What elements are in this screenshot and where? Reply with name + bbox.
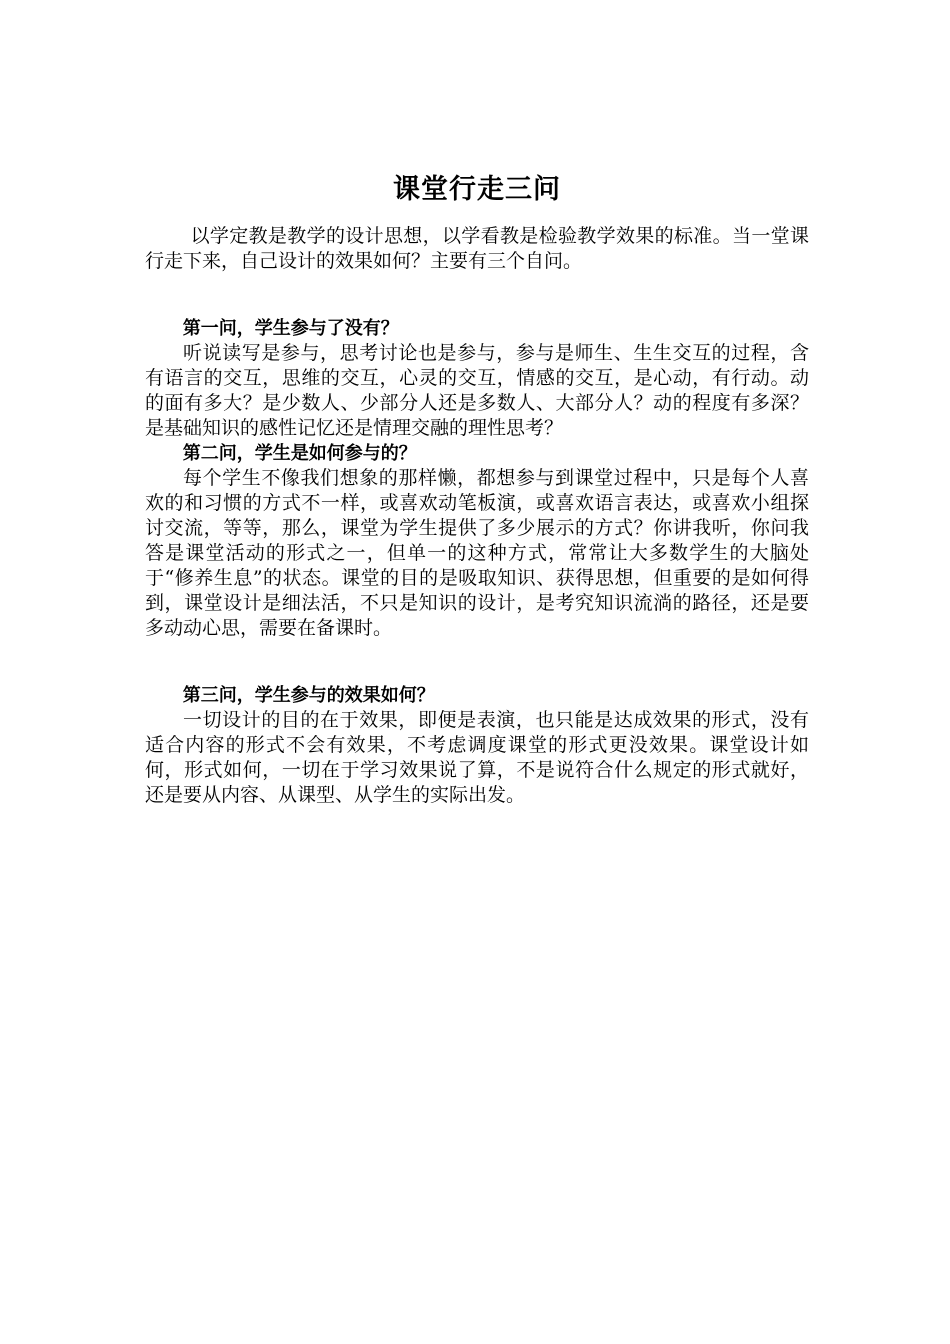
section-body-1: 听说读写是参与，思考讨论也是参与，参与是师生、生生交互的过程，含有语言的交互，思维的交互，心灵的交互，情感的交互，是心动，有行动。动的面有多大？是少数人、少部分人还是多数人、大部分人？动的程度有多深？是基础知识的感性记忆还是情理交融的理性思考？ [145, 342, 809, 439]
section-body-3: 一切设计的目的在于效果，即便是表演，也只能是达成效果的形式，没有适合内容的形式不会有效果，不考虑调度课堂的形式更没效果。课堂设计如何，形式如何，一切在于学习效果说了算，不是说符合什么规定的形式就好，还是要从内容、从课型、从学生的实际出发。 [145, 709, 809, 806]
section-heading-2: 第二问，学生是如何参与的？ [182, 443, 417, 464]
section-heading-1: 第一问，学生参与了没有？ [182, 318, 399, 339]
document-title: 课堂行走三问 [393, 174, 561, 205]
intro-paragraph: 以学定教是教学的设计思想，以学看教是检验教学效果的标准。当一堂课行走下来，自己设计的效果如何？主要有三个自问。 [145, 225, 809, 272]
paragraph-gap [145, 274, 809, 316]
section-body-2: 每个学生不像我们想象的那样懒，都想参与到课堂过程中，只是每个人喜欢的和习惯的方式不一样，或喜欢动笔板演，或喜欢语言表达，或喜欢小组探讨交流，等等，那么，课堂为学生提供了多少展示的方式？你讲我听，你问我答是课堂活动的形式之一，但单一的这种方式，常常让大多数学生的大脑处于“修养生息”的状态。课堂的目的是吸取知识、获得思想，但重要的是如何得到，课堂设计是细法活，不只是知识的设计，是考究知识流淌的路径，还是要多动动心思，需要在备课时。 [145, 467, 809, 639]
document-page [145, 170, 809, 808]
paragraph-gap [145, 641, 809, 683]
section-heading-3: 第三问，学生参与的效果如何？ [182, 685, 435, 706]
